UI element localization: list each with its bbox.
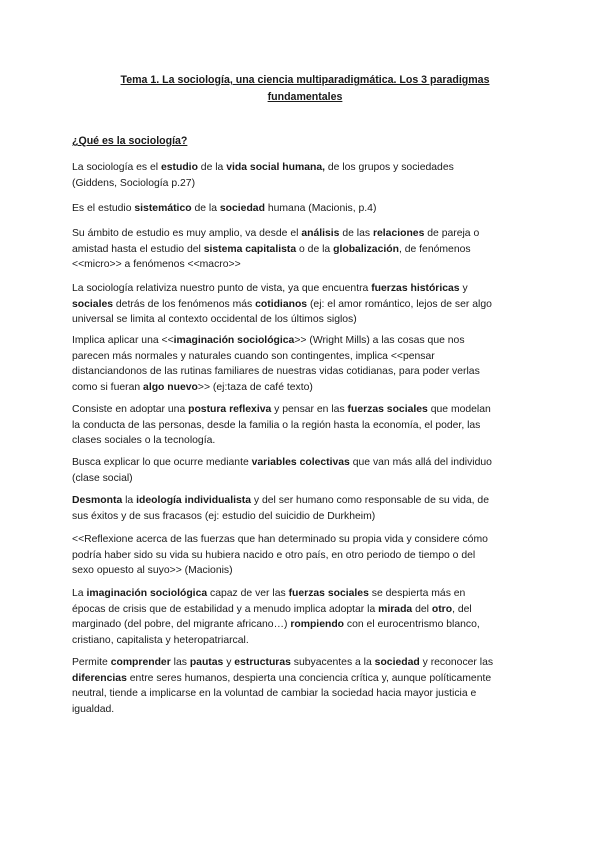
text-run: la [122, 495, 137, 506]
text-run: y reconocer las [419, 657, 494, 668]
paragraph-line [72, 433, 534, 449]
text-run: detrás de los fenómenos más [113, 298, 256, 310]
paragraph-line [72, 176, 534, 192]
text-run: <<micro>> a fenómenos <<macro>> [72, 259, 241, 271]
bold-text: vida social humana, [226, 162, 325, 173]
paragraph-line [72, 686, 534, 702]
bold-text: otro [431, 603, 453, 615]
paragraph-line [72, 257, 534, 273]
paragraph [72, 160, 534, 191]
text-run: épocas de crisis que de estabilidad y a menudo implica adoptar la [72, 603, 379, 615]
bold-text: estudio [160, 162, 198, 173]
paragraph-line [72, 201, 534, 217]
paragraph-line [72, 509, 534, 525]
text-run: parecen más normales y naturales cuando son contingentes, implica <<pensar [72, 350, 435, 362]
paragraph-line [72, 226, 534, 242]
bold-text: análisis [301, 228, 340, 239]
text-run: que modelan [427, 404, 491, 415]
text-run: de las [339, 228, 373, 239]
text-run: como si fueran [72, 381, 144, 393]
text-run: de la [191, 203, 220, 214]
text-run: con el eurocentrismo blanco, [344, 619, 480, 631]
text-run: de los grupos y sociedades [324, 162, 454, 173]
bold-text: rompiendo [290, 619, 345, 631]
bold-text: sistema capitalista [203, 243, 297, 255]
text-run: universal se limita al contexto occidental de los últimos siglos) [72, 314, 357, 326]
paragraph-line [72, 633, 534, 649]
bold-text: comprender [110, 657, 171, 668]
bold-text: cotidianos [255, 298, 308, 310]
bold-text: imaginación sociológica [86, 588, 208, 599]
text-run: y del ser humano como responsable de su vida, de [251, 495, 489, 506]
paragraph [72, 455, 534, 486]
text-run: sexo opuesto al suyo>> (Macionis) [72, 565, 233, 577]
bold-text: Desmonta [72, 495, 123, 506]
paragraph-line [72, 702, 534, 718]
text-run: entre seres humanos, despierta una conciencia crítica y, aunque políticamente [126, 672, 492, 684]
section-heading: ¿Qué es la sociología? [72, 135, 188, 147]
title-line-1: Tema 1. La sociología, una ciencia multiparadigmática. Los 3 paradigmas [120, 74, 490, 86]
text-run: marginado (del pobre, del migrante africano…) [72, 619, 291, 631]
text-run: neutral, tiende a implicarse en la voluntad de cambiar la sociedad hacia mayor justicia e [72, 688, 477, 700]
paragraph-line [72, 297, 534, 313]
text-run: las [170, 657, 190, 668]
paragraph-line [72, 586, 534, 602]
paragraph [72, 493, 534, 524]
paragraph [72, 532, 534, 579]
bold-text: pautas [189, 657, 224, 668]
text-run: y pensar en las [271, 404, 348, 415]
bold-text: sociedad [219, 203, 265, 214]
paragraph-line [72, 493, 534, 509]
bold-text: fuerzas sociales [347, 404, 428, 415]
paragraph [72, 281, 534, 328]
paragraph-line [72, 532, 534, 548]
text-run: del [412, 603, 432, 615]
paragraph-line [72, 402, 534, 418]
bold-text: estructuras [234, 657, 291, 668]
paragraph-line [72, 312, 534, 328]
paragraph-line [72, 281, 534, 297]
bold-text: sociedad [374, 657, 420, 668]
text-run: capaz de ver las [207, 588, 289, 599]
paragraph-line [72, 455, 534, 471]
paragraph-line [72, 333, 534, 349]
text-run: de la [197, 162, 227, 173]
bold-text: fuerzas sociales [288, 588, 369, 599]
text-run: (Giddens, Sociología p.27) [72, 177, 196, 189]
text-run: subyacentes a la [290, 657, 375, 668]
paragraph [72, 402, 534, 449]
text-run: >> (Wright Mills) a las cosas que nos [294, 335, 465, 346]
paragraph-line [72, 380, 534, 396]
bold-text: ideología individualista [136, 495, 252, 506]
bold-text: mirada [378, 603, 413, 615]
text-run: o de la [296, 243, 334, 255]
bold-text: relaciones [372, 228, 425, 239]
paragraph-line [72, 671, 534, 687]
paragraph [72, 655, 534, 717]
text-run: La sociología es el [72, 162, 161, 173]
paragraph-line [72, 242, 534, 258]
paragraph-line [72, 364, 534, 380]
document-title [100, 72, 510, 106]
text-run: , del [452, 603, 472, 615]
paragraph-line [72, 160, 534, 176]
bold-text: fuerzas históricas [371, 283, 460, 294]
bold-text: sistemático [134, 203, 192, 214]
text-run: La [72, 588, 87, 599]
bold-text: algo nuevo [143, 381, 198, 393]
text-run: sus éxitos y de sus fracasos (ej: estudio del suicidio de Durkheim) [72, 510, 376, 522]
text-run: >> (ej:taza de café texto) [197, 381, 313, 393]
paragraph-line [72, 471, 534, 487]
paragraph [72, 201, 534, 217]
text-run: cristiano, capitalista y heteropatriarcal. [72, 634, 249, 646]
paragraph-line [72, 418, 534, 434]
bold-text: globalización [333, 243, 399, 255]
title-line-2: fundamentales [267, 91, 343, 103]
bold-text: postura reflexiva [188, 404, 272, 415]
text-run: Permite [72, 657, 111, 668]
text-run: Es el estudio [72, 203, 135, 214]
paragraph-line [72, 602, 534, 618]
text-run: Consiste en adoptar una [72, 404, 189, 415]
paragraph-line [72, 655, 534, 671]
text-run: igualdad. [72, 703, 115, 715]
text-run: (clase social) [72, 472, 133, 484]
text-run: humana (Macionis, p.4) [264, 203, 377, 214]
text-run: y [459, 283, 468, 294]
text-run: clases sociales o la tecnología. [72, 435, 216, 447]
bold-text: variables colectivas [251, 457, 350, 468]
bold-text: imaginación sociológica [173, 335, 295, 346]
text-run: Implica aplicar una << [72, 335, 174, 346]
text-run: <<Reflexione acerca de las fuerzas que han determinado su propia vida y considere cómo [72, 534, 488, 545]
text-run: de pareja o [424, 228, 480, 239]
text-run: Su ámbito de estudio es muy amplio, va desde el [72, 228, 302, 239]
paragraph-line [72, 563, 534, 579]
text-run: la conducta de las personas, desde la familia o la región hasta la economía, el poder, las [72, 419, 481, 431]
paragraph [72, 226, 534, 273]
paragraph-line [72, 617, 534, 633]
paragraph-line [72, 349, 534, 365]
paragraph [72, 333, 534, 395]
text-run: que van más allá del individuo [349, 457, 492, 468]
text-run: La sociología relativiza nuestro punto de vista, ya que encuentra [72, 283, 372, 294]
text-run: amistad hasta el estudio del [72, 243, 204, 255]
text-run: podría haber sido su vida su hubiera nacido e otro país, en otro periodo de tiempo o del [72, 549, 476, 561]
paragraph-line [72, 548, 534, 564]
paragraph [72, 586, 534, 648]
text-run: se despierta más en [368, 588, 466, 599]
text-run: distanciandonos de las rutinas familiares de nuestras vidas cotidianas, para poder verlas [72, 366, 480, 378]
bold-text: sociales [72, 298, 114, 310]
text-run: , de fenómenos [398, 243, 471, 255]
bold-text: diferencias [72, 672, 127, 684]
text-run: (ej: el amor romántico, lejos de ser algo [307, 298, 492, 310]
text-run: Busca explicar lo que ocurre mediante [72, 457, 252, 468]
text-run: y [223, 657, 235, 668]
